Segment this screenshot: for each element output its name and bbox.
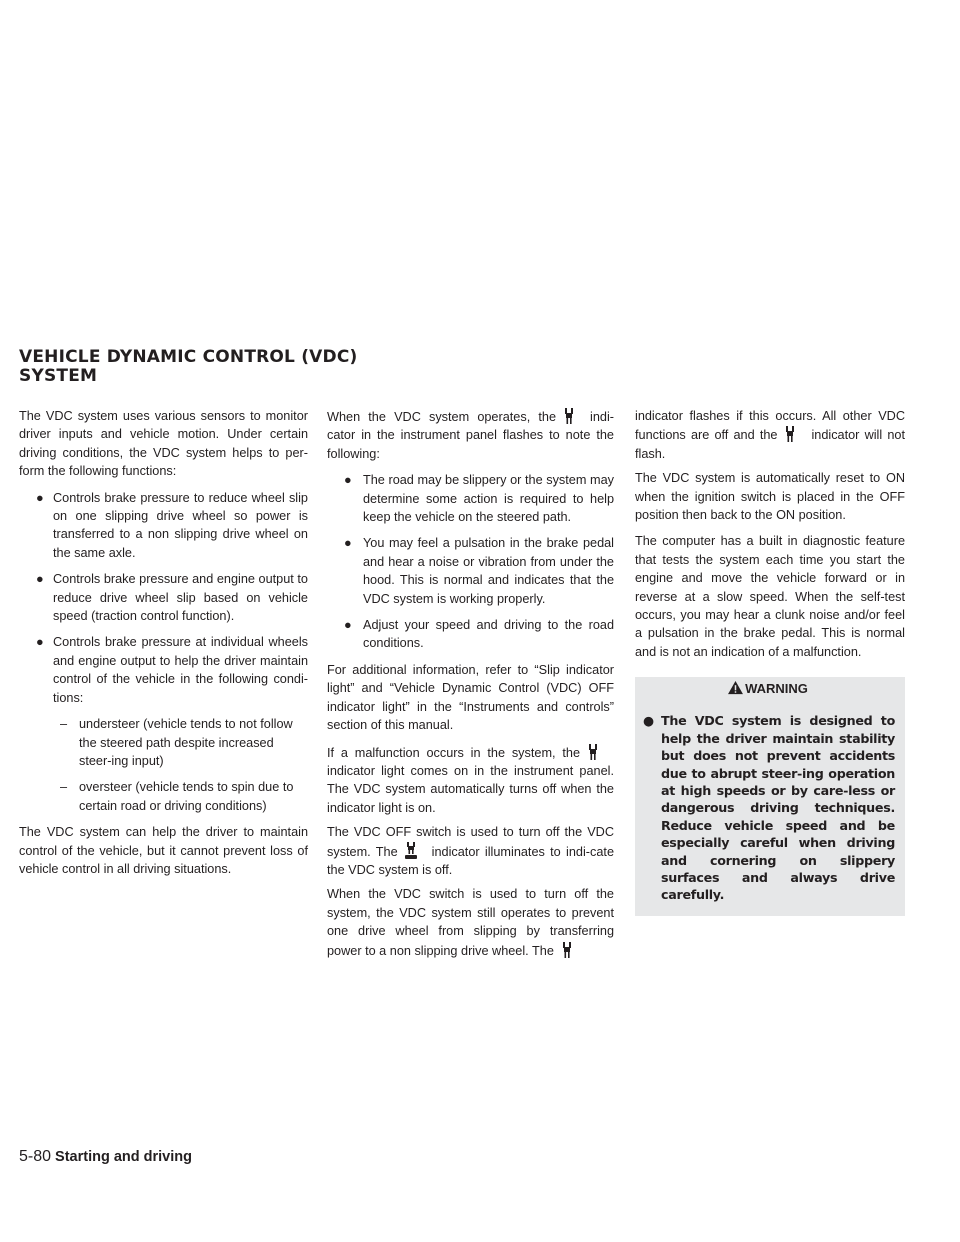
list-item: ● Controls brake pressure to reduce wheel slip on one slipping drive wheel so power is transferred to a non slipping drive wheel on the same axle. [36,490,308,560]
warning-box [635,677,905,915]
dash-icon: – [60,780,68,795]
bullet-icon: ● [643,713,654,729]
vdc-slip-icon [584,743,602,759]
list-item: ● You may feel a pulsation in the brake pedal and hear a noise or vibration from under the hood. This is normal and indicates that the VDC system is working properly. [344,536,614,606]
bullet-icon: ● [36,490,44,505]
closing-paragraph: The VDC system can help the driver to maintain control of the vehicle, but it cannot prevent loss of vehicle control in all driving situations. [19,825,308,876]
page-number: 5-80 [19,1148,52,1165]
bullet-icon: ● [36,572,44,587]
diagnostic-paragraph: The computer has a built in diagnostic feature that tests the system each time you start the engine and move the vehicle forward or in reverse at a slow speed. When the self-test occurs, you may hear a clunk noise and/or feel a pulsation in the brake pedal. This is normal and is not an indication of a malfunction. [635,534,905,659]
list-item: ● The road may be slippery or the system may determine some action is required to help keep the vehicle on the steered path. [344,473,614,525]
vdc-slip-icon [560,407,578,423]
list-item: – understeer (vehicle tends to not follow the steered path despite increased steer-ing input) [60,717,293,768]
switch-operation-paragraph: When the VDC switch is used to turn off the system, the VDC system still operates to prevent one drive wheel from slipping by transferring power to a non slipping drive wheel. The [327,887,614,958]
reset-paragraph: The VDC system is automatically reset to ON when the ignition switch is placed in the OFF position then back to the ON position. [635,471,905,523]
vdc-slip-icon [558,941,576,957]
warning-item: ● The VDC system is designed to help the driver maintain stability but does not prevent accidents due to abrupt steer-ing operation at high speeds or by care-less or dangerous driving techniques. Reduce vehicle speed and be especially careful when driving and cornering on slippery surfaces and always drive carefully. [643,713,895,903]
section-name: Starting and driving [55,1149,192,1165]
heading-line-1: VEHICLE DYNAMIC CONTROL (VDC) [19,347,358,367]
operation-paragraph: When the VDC system operates, the indi-cator in the instrument panel flashes to note the following: [327,407,614,463]
conditions-list [53,715,308,815]
column-3 [635,407,905,916]
vdc-off-icon [402,842,420,858]
bullet-icon: ● [344,618,352,633]
functions-list [19,489,308,816]
dash-icon: – [60,717,68,732]
list-item: ● Controls brake pressure and engine output to reduce drive wheel slip based on vehicle speed (traction control function). [36,572,308,624]
list-item: ● Controls brake pressure at individual wheels and engine output to help the driver maintain control of the vehicle in the following condi-tions: – understeer (vehicle tends to not follow the steered path despite increased steer-ing input) – oversteer (vehicle tends to spin due to certain road or driving conditions) [19,633,308,815]
bullet-icon: ● [344,536,352,551]
malfunction-paragraph: If a malfunction occurs in the system, the indicator light comes on in the instrument panel. The VDC system automatically turns off when the indicator light is on. [327,743,614,818]
list-item: – oversteer (vehicle tends to spin due to certain road or driving conditions) [60,780,294,813]
column-2 [327,407,614,968]
column-1 [19,407,308,886]
operation-list [327,471,614,653]
heading-line-2: SYSTEM [19,366,98,386]
list-item: ● Adjust your speed and driving to the road conditions. [344,618,614,651]
section-heading [19,348,358,386]
bullet-icon: ● [344,473,352,488]
off-switch-paragraph: The VDC OFF switch is used to turn off the VDC system. The indicator illuminates to indi-cate the VDC system is off. [327,825,614,877]
page-footer [19,1148,192,1166]
flash-paragraph: indicator flashes if this occurs. All other VDC functions are off and the indicator will not flash. [635,409,905,461]
intro-paragraph: The VDC system uses various sensors to monitor driver inputs and vehicle motion. Under certain driving conditions, the VDC system helps to per-form the following functions: [19,409,308,479]
reference-paragraph: For additional information, refer to “Slip indicator light” and “Vehicle Dynamic Control (VDC) OFF indicator light” in the “Instruments and controls” section of this manual. [327,662,614,733]
warning-triangle-icon [728,681,743,695]
bullet-icon: ● [36,635,44,650]
warning-title: WARNING [641,677,895,712]
vdc-slip-icon [781,425,799,441]
